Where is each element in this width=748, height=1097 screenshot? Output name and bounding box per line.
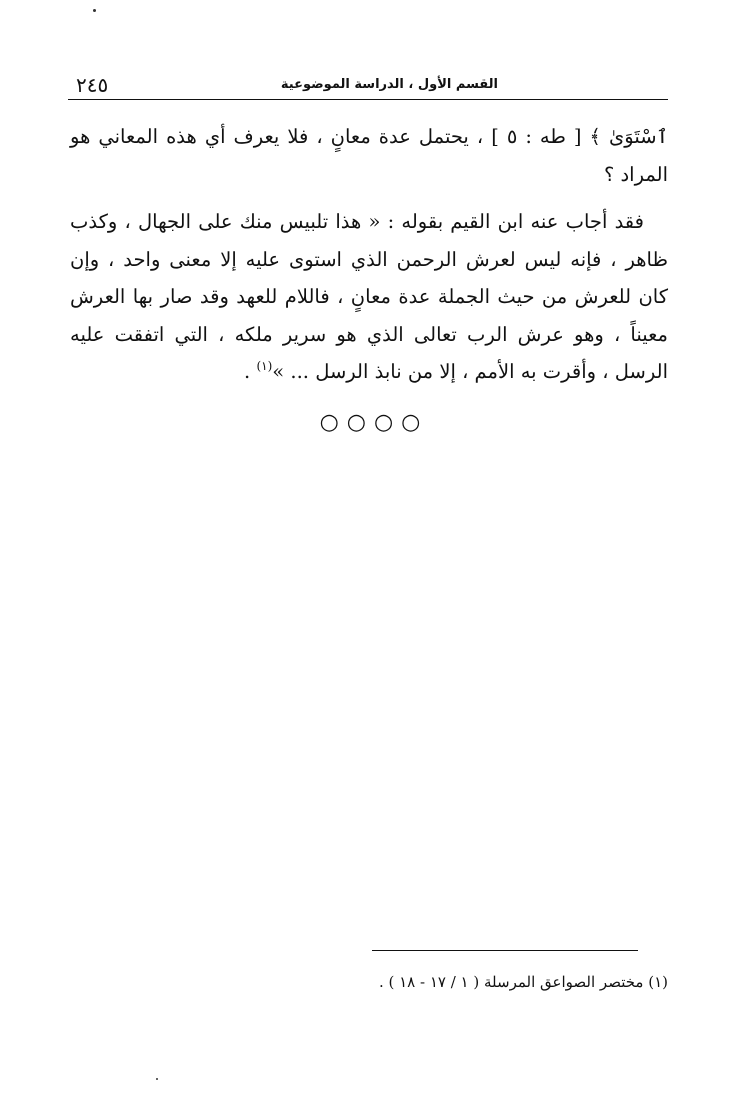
text-line-continuation: ٱسْتَوَىٰ ﴾ [ طه : ٥ ] ، يحتمل عدة معانٍ ، فلا يعرف أي هذه المعاني هو المراد ؟ xyxy=(70,125,668,186)
scan-speck-bottom xyxy=(156,1078,158,1080)
header-rule xyxy=(68,99,668,100)
main-text xyxy=(70,118,668,394)
page-header xyxy=(68,70,668,100)
running-title: القسم الأول ، الدراسة الموضوعية xyxy=(280,77,498,92)
page-number: ٢٤٥ xyxy=(76,73,109,97)
paragraph-end: . xyxy=(244,360,257,383)
footnote: (١) مختصر الصواعق المرسلة ( ١ / ١٧ - ١٨ ) . xyxy=(378,973,668,991)
section-separator: ○○○○ xyxy=(319,410,429,435)
paragraph-text: فقد أجاب عنه ابن القيم بقوله : « هذا تلبيس منك على الجهال ، وكذب ظاهر ، فإنه ليس لعرش الرحمن الذي استوى عليه إلا معنى واحد ، وإن كان للعرش من حيث الجملة عدة معانٍ ، فاللام للعهد وقد صار بها العرش معيناً ، وهو عرش الرب تعالى الذي هو سرير ملكه ، التي اتفقت عليه الرسل ، وأقرت به الأمم ، إلا من نابذ الرسل ... » xyxy=(70,210,668,383)
footnote-marker: (١) xyxy=(256,359,273,373)
footnote-rule xyxy=(372,950,638,951)
scan-speck-top xyxy=(93,9,96,12)
text-paragraph xyxy=(70,203,668,394)
